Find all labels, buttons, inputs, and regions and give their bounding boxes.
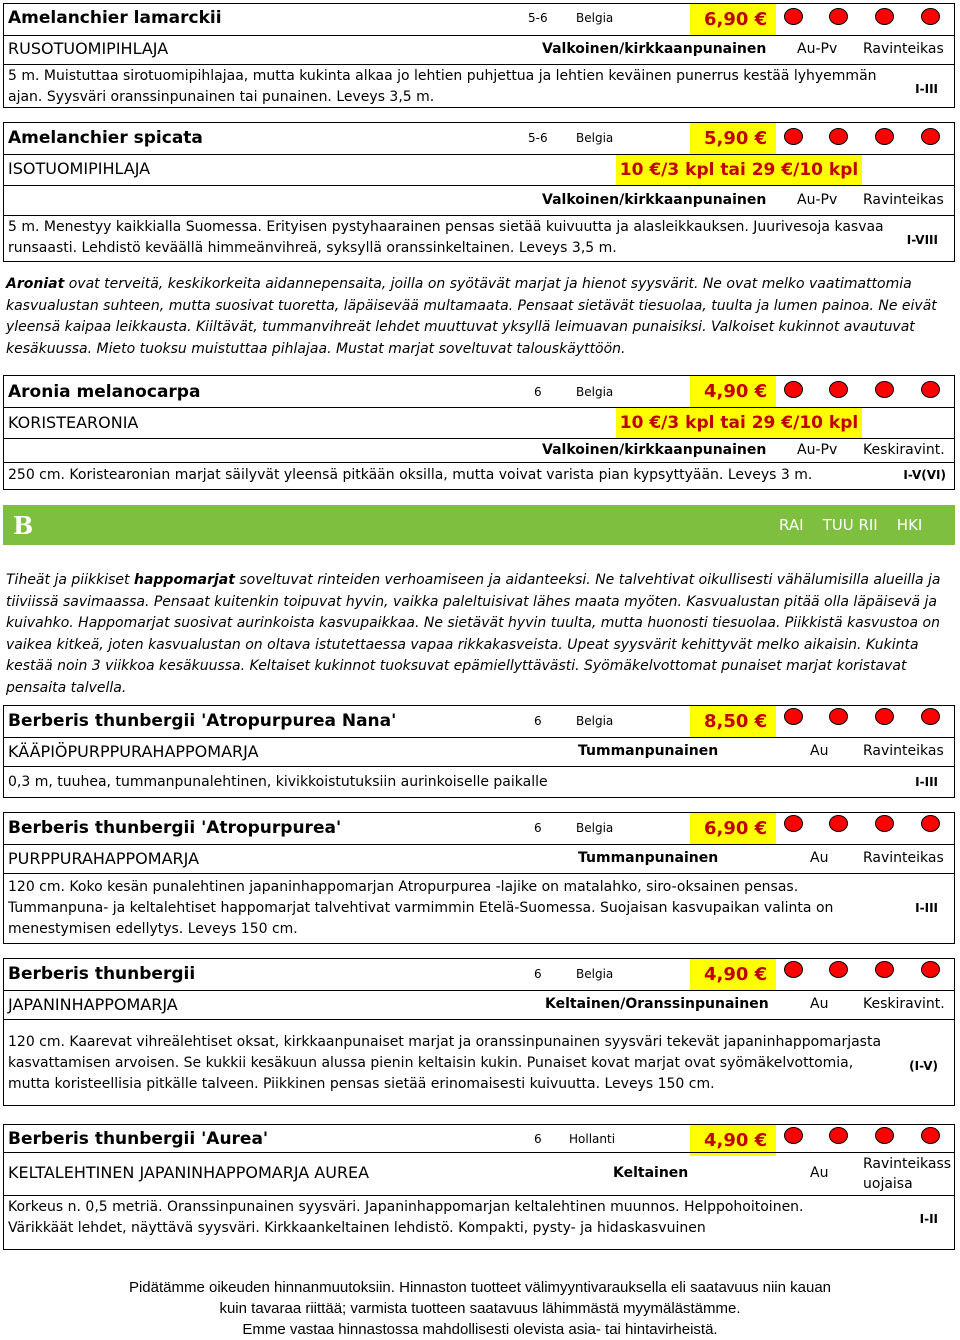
- rating-dot-icon: [829, 1127, 848, 1144]
- light: Au: [810, 850, 829, 866]
- price: 4,90 €: [690, 376, 776, 407]
- description: 0,3 m, tuuhea, tummanpunalehtinen, kivikkoistutuksiin aurinkoiselle paikalle: [8, 774, 548, 790]
- latin-name: Aronia melanocarpa: [8, 382, 201, 402]
- rating-dot-icon: [784, 8, 803, 25]
- common-name: RUSOTUOMIPIHLAJA: [8, 39, 169, 58]
- flower-color: Valkoinen/kirkkaanpunainen: [542, 192, 767, 208]
- description: 120 cm. Kaarevat vihreälehtiset oksat, kirkkaanpunaiset marjat ja oranssinpunainen syysväri tekevät japaninhappomarjasta kasvattamisen arvoisen. Se kukkii kesäkuun alussa pienin keltaisin kukin. Punaiset kovat marjat ovat syömäkelvottomia, mutta koristeellisia pitkälle talveen. Piikkinen pensas sietää erinomaisesti kuivuutta. Leveys 150 cm.: [8, 1034, 882, 1092]
- latin-name: Berberis thunbergii 'Atropurpurea': [8, 818, 342, 838]
- flower-color: Keltainen/Oranssinpunainen: [545, 996, 769, 1012]
- description: 250 cm. Koristearonian marjat säilyvät yleensä pitkään oksilla, mutta voivat varista pian kypsyttyään. Leveys 3 m.: [8, 467, 813, 483]
- common-name: KORISTEARONIA: [8, 413, 139, 432]
- flower-color: Keltainen: [613, 1165, 689, 1181]
- zone: I-III: [915, 82, 938, 96]
- light: Au: [810, 996, 829, 1012]
- origin: Belgia: [576, 821, 614, 835]
- product-card: [3, 958, 955, 1106]
- latin-name: Amelanchier lamarckii: [8, 8, 222, 28]
- size: 6: [534, 385, 542, 399]
- pack-offer: 10 €/3 kpl tai 29 €/10 kpl: [616, 155, 862, 185]
- price: 6,90 €: [690, 4, 776, 35]
- light: Au: [810, 1165, 829, 1181]
- price: 6,90 €: [690, 813, 776, 844]
- rating-dot-icon: [784, 1127, 803, 1144]
- common-name: ISOTUOMIPIHLAJA: [8, 159, 151, 178]
- rating-dot-icon: [875, 381, 894, 398]
- latin-name: Berberis thunbergii: [8, 964, 196, 984]
- zone: I-III: [915, 775, 938, 789]
- size: 6: [534, 967, 542, 981]
- size: 5-6: [528, 131, 548, 145]
- flower-color: Tummanpunainen: [578, 743, 719, 759]
- light: Au: [810, 743, 829, 759]
- rating-dot-icon: [875, 1127, 894, 1144]
- origin: Belgia: [576, 967, 614, 981]
- description: Korkeus n. 0,5 metriä. Oranssinpunainen syysväri. Japaninhappomarjan keltalehtinen muunnos. Helppohoitoinen. Värikkäät lehdet, näyttävä syysväri. Kirkkaankeltainen lehdistö. Kompakti, pysty- ja hidaskasvuinen: [8, 1199, 804, 1236]
- size: 6: [534, 714, 542, 728]
- rating-dot-icon: [921, 815, 940, 832]
- rating-dot-icon: [875, 815, 894, 832]
- section-letter: B: [13, 511, 34, 540]
- description: 5 m. Muistuttaa sirotuomipihlajaa, mutta kukinta alkaa jo lehtien puhjettua ja lehtien keväinen punerrus kestää lyhyemmän ajan. Syysväri oranssinpunainen tai punainen. Leveys 3,5 m.: [8, 68, 877, 105]
- flower-color: Tummanpunainen: [578, 850, 719, 866]
- rating-dot-icon: [784, 381, 803, 398]
- latin-name: Berberis thunbergii 'Aurea': [8, 1129, 269, 1149]
- rating-dot-icon: [784, 128, 803, 145]
- size: 6: [534, 1132, 542, 1146]
- price: 5,90 €: [690, 123, 776, 154]
- product-card: [3, 705, 955, 798]
- rating-dot-icon: [829, 381, 848, 398]
- rating-dot-icon: [875, 128, 894, 145]
- latin-name: Berberis thunbergii 'Atropurpurea Nana': [8, 711, 397, 731]
- common-name: JAPANINHAPPOMARJA: [8, 995, 178, 1014]
- berberis-intro: Tiheät ja piikkiset happomarjat soveltuvat rinteiden verhoamiseen ja aidanteeksi. Ne talvehtivat oikullisesti vähälumisilla alueilla ja tiiviissä savimaassa. Pensaat kuitenkin toipuvat hyvin, vaikka paleltuisivat lähes maata myöten. Kasvualustan pitää olla läpäisevä ja kuivahko. Happomarjat suosivat aurinkoista kasvupaikkaa. Ne sietävät hyvin tuulta, mutta huonosti tiesuolaa. Piikkistä kasvustoa on vaikea kitkeä, joten kasvualustan on oltava istutettaessa vapaa rikkakasveista. Upeat syysvärit kehittyvät melko aikaisin. Kukinta kestää noin 3 viikkoa kesäkuussa. Keltaiset kukinnot tuoksuvat epämiellyttävästi. Syömäkelvottomat punaiset marjat koristavat pensaita talvella.: [6, 572, 941, 696]
- footer-disclaimer: Pidätämme oikeuden hinnanmuutoksiin. Hinnaston tuotteet välimyyntivarauksella eli saatavuus niin kauan kuin tavaraa riittää; varmista tuotteen saatavuus lähimmästä myymälästämme. Emme vastaa hinnastossa mahdollisesti olevista asia- tai hintavirheistä.: [128, 1279, 832, 1338]
- flower-color: Valkoinen/kirkkaanpunainen: [542, 442, 767, 458]
- common-name: PURPPURAHAPPOMARJA: [8, 849, 200, 868]
- origin: Belgia: [576, 385, 614, 399]
- rating-dot-icon: [829, 128, 848, 145]
- product-card: [3, 122, 955, 262]
- description: 5 m. Menestyy kaikkialla Suomessa. Erityisen pystyhaarainen pensas sietää kuivuutta ja alasleikkauksen. Juurivesoja kasvaa runsaasti. Lehdistö keväällä himmeänvihreä, syksyllä oranssinkeltainen. Leveys 3,5 m.: [8, 219, 884, 256]
- origin: Hollanti: [569, 1132, 616, 1146]
- rating-dot-icon: [921, 381, 940, 398]
- zone: I-II: [919, 1212, 938, 1226]
- rating-dot-icon: [784, 815, 803, 832]
- zone: I-III: [915, 901, 938, 915]
- rating-dot-icon: [921, 1127, 940, 1144]
- soil: Keskiravint.: [863, 442, 945, 458]
- aronia-intro: Aroniat ovat terveitä, keskikorkeita aidannepensaita, joilla on syötävät marjat ja hienot syysvärit. Ne ovat melko vaatimattomia kasvualustan suhteen, mutta suosivat tuoretta, läpäisevää multamaata. Pensaat sietävät tiesuolaa, tuulta ja lumen painoa. Ne eivät yleensä kaipaa leikkausta. Kiiltävät, tummanvihreät lehdet muuttuvat yksyllä leimuavan punaisiksi. Valkoiset kukinnot avautuvat kesäkuussa. Mieto tuoksu muistuttaa pihlajaa. Mustat marjat soveltuvat talouskäyttöön.: [6, 276, 937, 357]
- product-card: [3, 1124, 955, 1250]
- rating-dot-icon: [921, 961, 940, 978]
- rating-dot-icon: [829, 8, 848, 25]
- description: 120 cm. Koko kesän punalehtinen japaninhappomarjan Atropurpurea -lajike on matalahko, siro-oksainen pensas. Tummanpuna- ja keltalehtiset happomarjat talvehtivat varmimmin Etelä-Suomessa. Suojaisan kasvupaikan valinta on menestymisen edellytys. Leveys 150 cm.: [8, 879, 834, 937]
- size: 6: [534, 821, 542, 835]
- rating-dot-icon: [921, 708, 940, 725]
- origin: Belgia: [576, 131, 614, 145]
- product-card: [3, 375, 955, 490]
- pack-offer: 10 €/3 kpl tai 29 €/10 kpl: [616, 408, 862, 438]
- soil: Keskiravint.: [863, 996, 945, 1012]
- rating-dot-icon: [829, 961, 848, 978]
- rating-dot-icon: [829, 815, 848, 832]
- origin: Belgia: [576, 11, 614, 25]
- soil: Ravinteikas: [863, 41, 944, 57]
- price: 4,90 €: [690, 959, 776, 990]
- common-name: KÄÄPIÖPURPPURAHAPPOMARJA: [8, 742, 259, 761]
- size: 5-6: [528, 11, 548, 25]
- rating-dot-icon: [921, 128, 940, 145]
- rating-dot-icon: [875, 8, 894, 25]
- rating-dot-icon: [921, 8, 940, 25]
- section-banner: [3, 505, 955, 545]
- rating-dot-icon: [784, 961, 803, 978]
- zone: I-VIII: [906, 233, 938, 247]
- light: Au-Pv: [797, 442, 838, 458]
- zone: (I-V): [909, 1059, 938, 1073]
- light: Au-Pv: [797, 41, 838, 57]
- product-card: [3, 812, 955, 944]
- product-card: [3, 3, 955, 108]
- soil: Ravinteikass uojaisa: [863, 1156, 952, 1192]
- latin-name: Amelanchier spicata: [8, 128, 203, 148]
- origin: Belgia: [576, 714, 614, 728]
- store-links[interactable]: RAI TUU RII HKI: [779, 516, 923, 534]
- rating-dot-icon: [875, 961, 894, 978]
- common-name: KELTALEHTINEN JAPANINHAPPOMARJA AUREA: [8, 1163, 370, 1182]
- rating-dot-icon: [829, 708, 848, 725]
- zone: I-V(VI): [903, 468, 946, 482]
- soil: Ravinteikas: [863, 850, 944, 866]
- soil: Ravinteikas: [863, 743, 944, 759]
- rating-dot-icon: [784, 708, 803, 725]
- price: 8,50 €: [690, 706, 776, 737]
- soil: Ravinteikas: [863, 192, 944, 208]
- price: 4,90 €: [690, 1125, 776, 1156]
- rating-dot-icon: [875, 708, 894, 725]
- flower-color: Valkoinen/kirkkaanpunainen: [542, 41, 767, 57]
- light: Au-Pv: [797, 192, 838, 208]
